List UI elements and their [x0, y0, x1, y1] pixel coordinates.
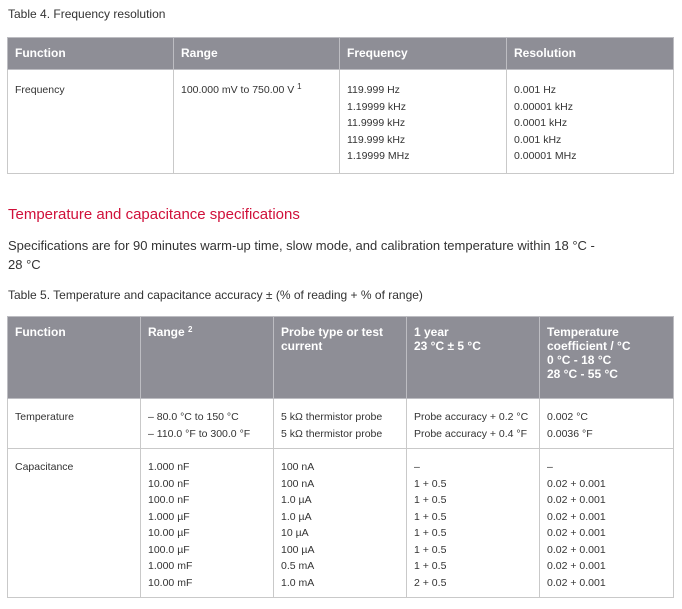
accuracy-value: 1 + 0.5: [414, 494, 447, 506]
accuracy-value: –: [414, 461, 420, 473]
section-intro: Specifications are for 90 minutes warm-up time, slow mode, and calibration temperature within 18 °C - 28 °C: [8, 238, 595, 272]
probe-cell: [274, 449, 407, 598]
resolution-value: 0.0001 kHz: [514, 117, 568, 129]
accuracy-value: Probe accuracy + 0.2 °C: [414, 411, 529, 423]
coefficient-value: 0.02 + 0.001: [547, 510, 606, 523]
resolution-value: 0.001 kHz: [514, 133, 562, 146]
one-year-cell: [407, 449, 540, 598]
coefficient-value: 0.02 + 0.001: [547, 543, 606, 556]
function-label: Capacitance: [15, 461, 74, 473]
frequency-value: 11.9999 kHz: [347, 117, 406, 129]
probe-value: 5 kΩ thermistor probe: [281, 427, 383, 440]
coefficient-value: 0.02 + 0.001: [547, 560, 606, 572]
header-one-year: [407, 317, 540, 399]
header-temp-coefficient: [540, 317, 674, 399]
table-header-row: [8, 38, 674, 70]
range-value: – 110.0 °F to 300.0 °F: [148, 427, 251, 440]
coefficient-value: 0.002 °C: [547, 411, 588, 423]
coefficient-value: 0.02 + 0.001: [547, 527, 606, 539]
coefficient-value: 0.02 + 0.001: [547, 477, 606, 490]
accuracy-value: 1 + 0.5: [414, 477, 447, 490]
range-value: 100.0 nF: [148, 494, 190, 506]
table-row-capacitance: [8, 449, 674, 598]
range-value: 100.0 µF: [148, 543, 190, 556]
range-cell: [174, 70, 340, 174]
range-value: [181, 82, 332, 99]
header-function: Function: [8, 317, 141, 399]
function-cell: [8, 449, 141, 598]
probe-value: 5 kΩ thermistor probe: [281, 411, 383, 423]
header-tc-line3: 28 °C - 55 °C: [547, 367, 618, 381]
table-row-temperature: [8, 399, 674, 449]
temperature-capacitance-table: [7, 316, 674, 598]
accuracy-value: 1 + 0.5: [414, 543, 447, 556]
probe-value: 100 µA: [281, 543, 315, 556]
header-frequency: Frequency: [340, 38, 507, 70]
header-resolution: Resolution: [507, 38, 674, 70]
coefficient-value: –: [547, 461, 553, 473]
temp-coefficient-cell: [540, 399, 674, 449]
function-label: Frequency: [15, 84, 65, 96]
accuracy-value: 2 + 0.5: [414, 576, 447, 589]
range-cell: [141, 399, 274, 449]
header-tc-line1: Temperature coefficient / °C: [547, 325, 631, 353]
probe-value: 0.5 mA: [281, 560, 315, 572]
accuracy-value: Probe accuracy + 0.4 °F: [414, 427, 528, 440]
coefficient-value: 0.02 + 0.001: [547, 576, 606, 589]
header-one-year-line1: 1 year: [414, 325, 449, 339]
function-cell: [8, 399, 141, 449]
resolution-value: 0.00001 MHz: [514, 150, 577, 162]
header-probe: Probe type or test current: [274, 317, 407, 399]
range-value: – 80.0 °C to 150 °C: [148, 411, 239, 423]
coefficient-value: 0.02 + 0.001: [547, 494, 606, 506]
probe-value: 100 nA: [281, 461, 315, 473]
table-header-row: [8, 317, 674, 399]
probe-value: 100 nA: [281, 477, 315, 490]
frequency-value: 119.999 kHz: [347, 133, 406, 146]
header-function: Function: [8, 38, 174, 70]
probe-value: 1.0 µA: [281, 494, 312, 506]
range-value: 1.000 mF: [148, 560, 193, 572]
accuracy-value: 1 + 0.5: [414, 560, 447, 572]
range-value: 10.00 µF: [148, 527, 190, 539]
range-value: 10.00 nF: [148, 477, 190, 490]
frequency-cell: [340, 70, 507, 174]
function-label: Temperature: [15, 411, 74, 423]
probe-cell: [274, 399, 407, 449]
frequency-value: 1.19999 kHz: [347, 100, 406, 113]
table5-caption: Table 5. Temperature and capacitance accuracy ± (% of reading + % of range): [8, 288, 423, 302]
probe-value: 1.0 µA: [281, 510, 312, 523]
function-cell: [8, 70, 174, 174]
table4-caption: Table 4. Frequency resolution: [8, 7, 166, 21]
header-range: Range: [174, 38, 340, 70]
header-tc-line2: 0 °C - 18 °C: [547, 353, 612, 367]
resolution-cell: [507, 70, 674, 174]
range-cell: [141, 449, 274, 598]
frequency-resolution-table: [7, 37, 674, 174]
probe-value: 1.0 mA: [281, 576, 315, 589]
range-value: 1.000 nF: [148, 461, 190, 473]
probe-value: 10 µA: [281, 527, 309, 539]
accuracy-value: 1 + 0.5: [414, 527, 447, 539]
range-text: 100.000 mV to 750.00 V: [181, 84, 295, 96]
frequency-value: 1.19999 MHz: [347, 150, 410, 162]
one-year-cell: [407, 399, 540, 449]
resolution-value: 0.001 Hz: [514, 84, 557, 96]
footnote-marker: 2: [188, 325, 193, 334]
temp-coefficient-cell: [540, 449, 674, 598]
header-range-text: Range: [148, 325, 185, 339]
frequency-value: 119.999 Hz: [347, 84, 400, 96]
range-value: 10.00 mF: [148, 576, 193, 589]
accuracy-value: 1 + 0.5: [414, 510, 447, 523]
coefficient-value: 0.0036 °F: [547, 427, 593, 440]
resolution-value: 0.00001 kHz: [514, 100, 573, 113]
section-heading: Temperature and capacitance specifications: [8, 206, 300, 223]
header-range: [141, 317, 274, 399]
table-row: [8, 70, 674, 174]
header-one-year-line2: 23 °C ± 5 °C: [414, 339, 481, 353]
range-value: 1.000 µF: [148, 510, 190, 523]
footnote-marker: 1: [297, 82, 302, 91]
